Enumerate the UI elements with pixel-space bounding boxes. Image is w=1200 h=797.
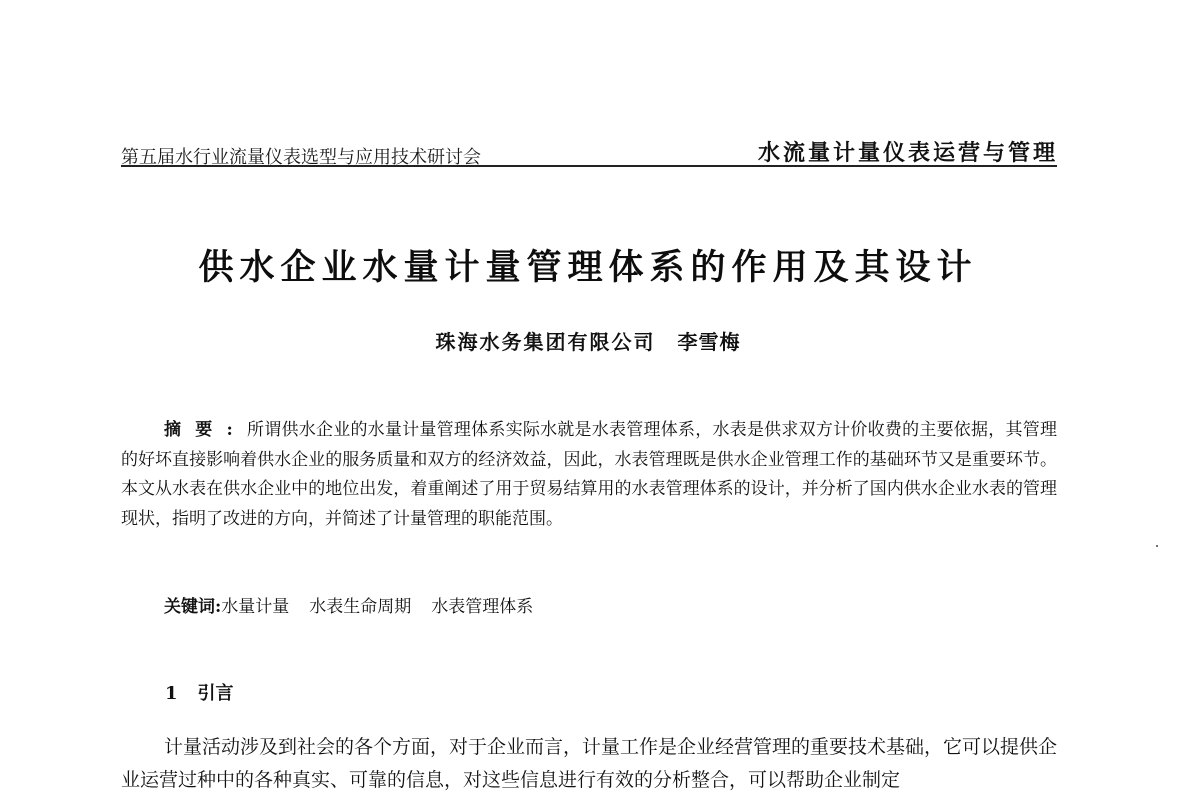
section-title: 引言 <box>197 683 234 704</box>
section-number: 1 <box>165 683 178 704</box>
abstract-text: 所谓供水企业的水量计量管理体系实际水就是水表管理体系，水表是供求双方计价收费的主要依据，其管理的好坏直接影响着供水企业的服务质量和双方的经济效益，因此，水表管理既是供水企业管理工作的基础环节又是重要环节。本文从水表在供水企业中的地位出发，着重阐述了用于贸易结算用的水表管理体系的设计，并分析了国内供水企业水表的管理现状，指明了改进的方向，并简述了计量管理的职能范围。 <box>121 420 1058 529</box>
author-affiliation: 珠海水务集团有限公司 <box>435 330 656 354</box>
running-header-section: 水流量计量仪表运营与管理 <box>757 140 1058 166</box>
paper-title: 供水企业水量计量管理体系的作用及其设计 <box>198 247 978 288</box>
keyword: 水表生命周期 <box>309 597 412 617</box>
header-rule <box>121 165 1057 167</box>
abstract <box>121 416 1057 534</box>
author-name: 李雪梅 <box>677 330 741 354</box>
byline <box>0 326 1176 355</box>
running-header-conference: 第五届水行业流量仪表选型与应用技术研讨会 <box>121 147 481 168</box>
section-heading <box>165 679 234 705</box>
abstract-label: 摘要: <box>164 420 247 440</box>
keyword: 水表管理体系 <box>431 597 534 617</box>
body-paragraph: 计量活动涉及到社会的各个方面，对于企业而言，计量工作是企业经营管理的重要技术基础，它可以提供企业运营过种中的各种真实、可靠的信息，对这些信息进行有效的分析整合，可以帮助企业制定 <box>121 736 1058 791</box>
scan-speck <box>1156 545 1158 547</box>
keywords-label: 关键词: <box>164 597 222 617</box>
keyword: 水量计量 <box>221 597 290 617</box>
keywords <box>164 592 553 617</box>
